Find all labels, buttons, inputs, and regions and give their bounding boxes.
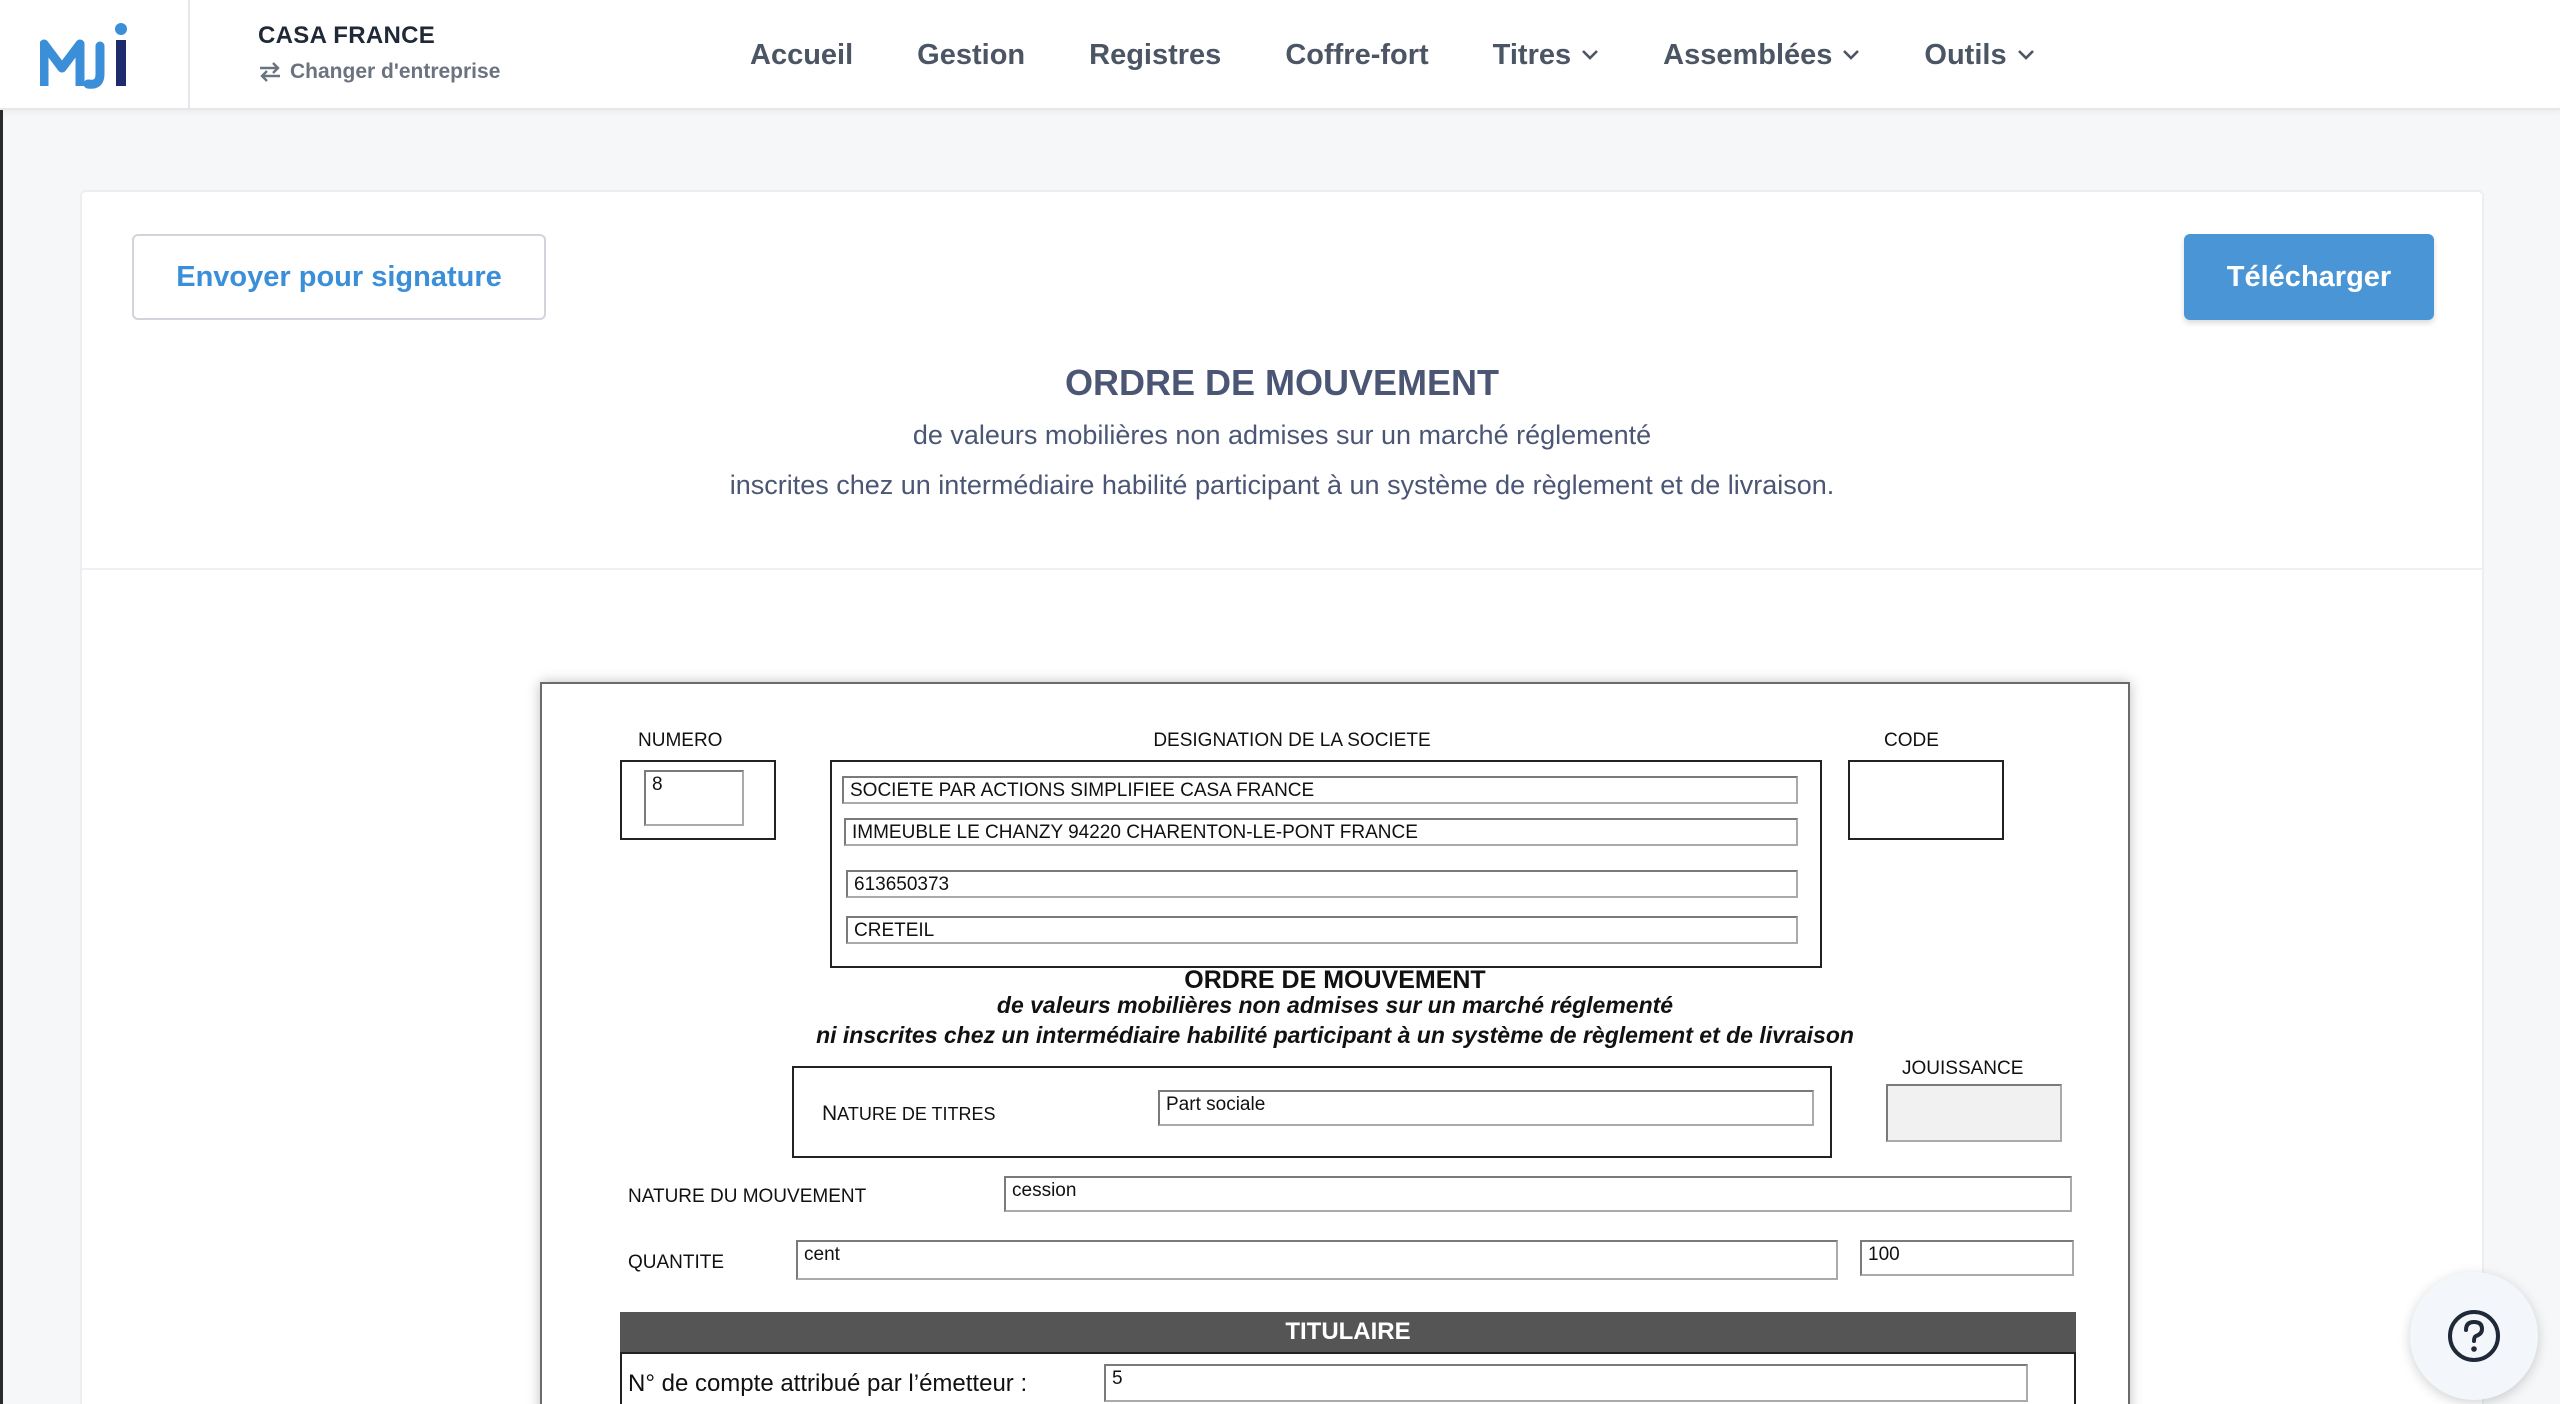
numero-field[interactable]: 8: [644, 770, 744, 826]
doc-subtitle-1: de valeurs mobilières non admises sur un marché réglementé: [996, 992, 1674, 1018]
nav-registres-label: Registres: [1089, 38, 1222, 71]
nature-titres-rest: ATURE DE TITRES: [837, 1104, 996, 1124]
nav-accueil[interactable]: [750, 39, 853, 72]
nature-mouvement-field[interactable]: cession: [1004, 1176, 2072, 1212]
nature-titres-field[interactable]: Part sociale: [1158, 1090, 1814, 1126]
nav-coffre-fort-label: Coffre-fort: [1285, 38, 1429, 71]
nav-titres-label: Titres: [1492, 38, 1572, 71]
change-company-link[interactable]: [258, 60, 500, 84]
jouissance-field[interactable]: [1886, 1084, 2062, 1142]
page-subtitle-1: de valeurs mobilières non admises sur un marché réglementé: [912, 420, 1652, 450]
page-subtitle-2: inscrites chez un intermédiaire habilité participant à un système de règlement et de livraison.: [729, 470, 1835, 500]
question-circle-icon: [2446, 1308, 2502, 1364]
send-for-signature-button[interactable]: Envoyer pour signature: [132, 234, 546, 320]
change-company-label: Changer d'entreprise: [290, 60, 501, 83]
company-name: CASA FRANCE: [258, 22, 436, 49]
nav-gestion-label: Gestion: [917, 38, 1026, 71]
doc-title: ORDRE DE MOUVEMENT: [1184, 966, 1486, 994]
compte-label: N° de compte attribué par l’émetteur :: [628, 1370, 1028, 1397]
top-header: [0, 0, 2560, 110]
designation-line-3[interactable]: 613650373: [846, 870, 1798, 898]
nav-gestion[interactable]: [917, 39, 1025, 72]
quantite-number-field[interactable]: 100: [1860, 1240, 2074, 1276]
help-button[interactable]: [2410, 1272, 2538, 1400]
chevron-down-icon: [1581, 49, 1599, 61]
chevron-down-icon: [1842, 49, 1860, 61]
nav-coffre-fort[interactable]: [1285, 39, 1428, 72]
mji-logo[interactable]: [40, 22, 150, 90]
nature-mouvement-label: NATURE DU MOUVEMENT: [628, 1186, 867, 1207]
chevron-down-icon: [2017, 49, 2035, 61]
nature-titres-label: [822, 1102, 996, 1126]
logo-container[interactable]: [0, 0, 190, 110]
compte-field[interactable]: 5: [1104, 1364, 2028, 1402]
nav-assemblees[interactable]: [1663, 39, 1860, 72]
card-divider: [82, 568, 2482, 570]
main-nav: [750, 0, 2035, 110]
quantite-words-field[interactable]: cent: [796, 1240, 1838, 1280]
company-block: [258, 22, 500, 84]
titulaire-header: TITULAIRE: [620, 1312, 2076, 1352]
nav-titres[interactable]: [1493, 39, 1599, 72]
swap-arrows-icon: [258, 62, 282, 82]
code-label: CODE: [1884, 730, 1939, 751]
jouissance-label: JOUISSANCE: [1902, 1058, 2024, 1079]
nav-registres[interactable]: [1089, 39, 1221, 72]
designation-line-1[interactable]: SOCIETE PAR ACTIONS SIMPLIFIEE CASA FRANCE: [842, 776, 1798, 804]
code-field[interactable]: [1848, 760, 2004, 840]
nature-titres-initial: N: [822, 1102, 838, 1125]
designation-line-4[interactable]: CRETEIL: [846, 916, 1798, 944]
nav-assemblees-label: Assemblées: [1663, 38, 1833, 71]
download-button[interactable]: Télécharger: [2184, 234, 2434, 320]
nav-outils-label: Outils: [1924, 38, 2007, 71]
quantite-label: QUANTITE: [628, 1252, 725, 1273]
nav-accueil-label: Accueil: [750, 38, 854, 71]
designation-label: DESIGNATION DE LA SOCIETE: [1153, 730, 1431, 751]
page-title: ORDRE DE MOUVEMENT: [1064, 362, 1500, 403]
doc-subtitle-2: ni inscrites chez un intermédiaire habilité participant à un système de règlement et de livraison: [816, 1022, 1854, 1048]
numero-label: NUMERO: [638, 730, 723, 751]
window-edge: [0, 110, 3, 1404]
document-preview: [540, 682, 2130, 1404]
designation-line-2[interactable]: IMMEUBLE LE CHANZY 94220 CHARENTON-LE-PONT FRANCE: [844, 818, 1798, 846]
nav-outils[interactable]: [1924, 39, 2034, 72]
